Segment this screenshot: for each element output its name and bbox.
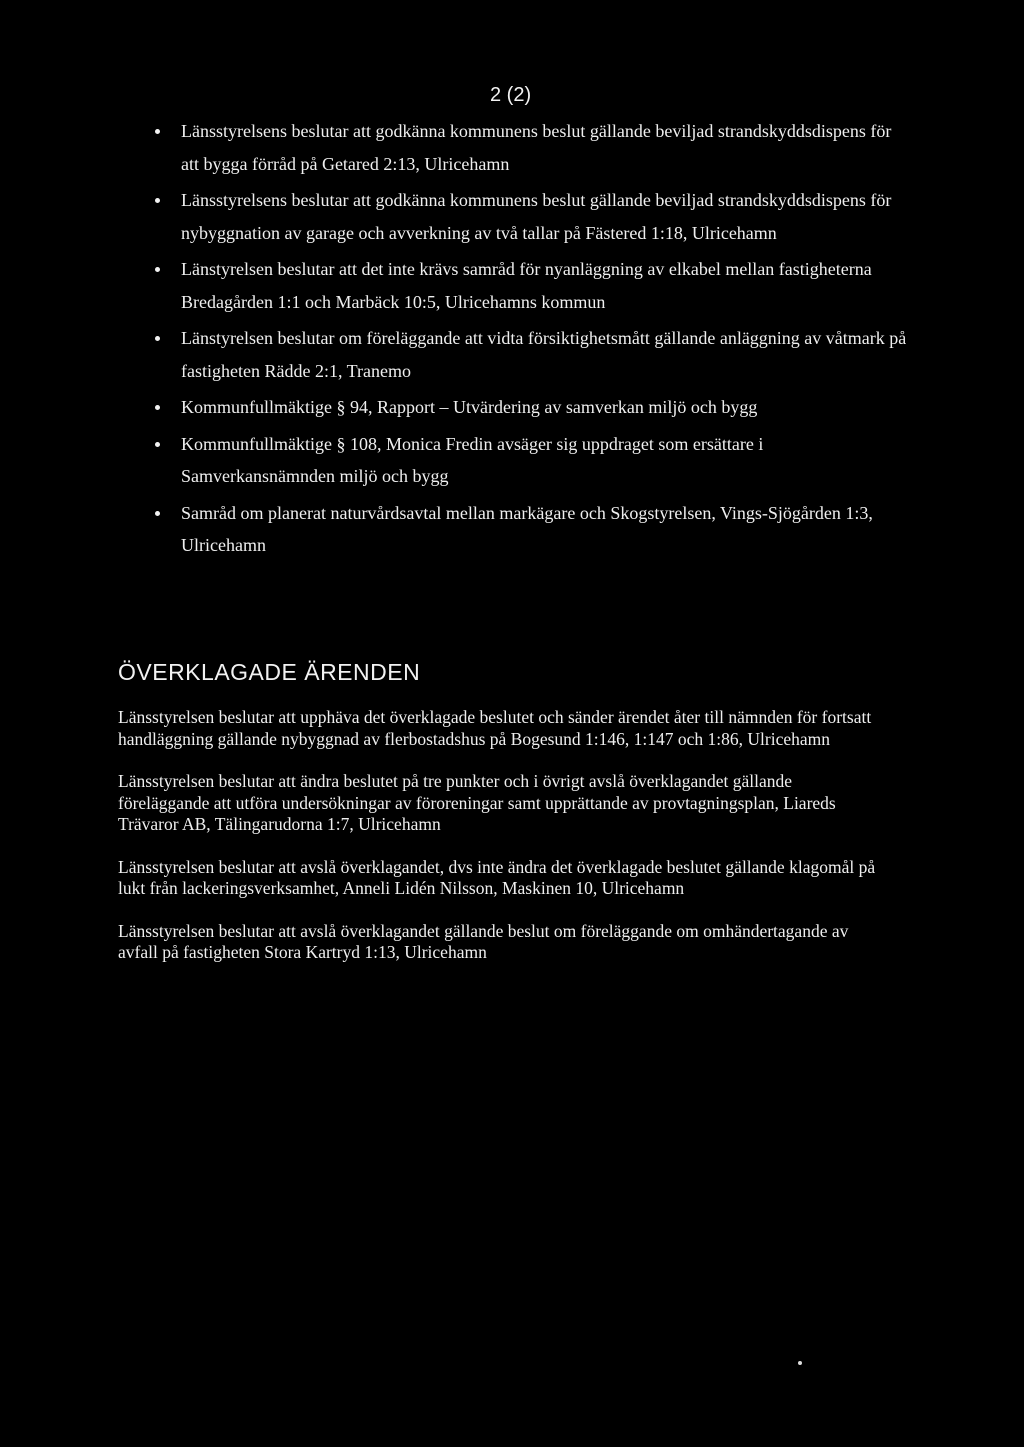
scan-speck: [798, 1361, 802, 1365]
bullet-icon: [155, 442, 160, 447]
page-number: 2 (2): [490, 84, 532, 106]
bullet-icon: [155, 198, 160, 203]
list-item-text: Kommunfullmäktige § 108, Monica Fredin avsäger sig uppdraget som ersättare i Samverkansnämnden miljö och bygg: [181, 433, 764, 486]
bullet-icon: [155, 267, 160, 272]
bullet-icon: [155, 511, 160, 516]
appeal-paragraph: Länsstyrelsen beslutar att avslå överklagandet, dvs inte ändra det överklagade beslutet gällande klagomål på lukt från lackeringsverksamhet, Anneli Lidén Nilsson, Maskinen 10, Ulricehamn: [118, 856, 876, 898]
list-item-text: Länstyrelsen beslutar om föreläggande att vidta försiktighetsmått gällande anläggning av våtmark på fastigheten Rädde 2:1, Tranemo: [181, 328, 907, 381]
list-item-text: Kommunfullmäktige § 94, Rapport – Utvärdering av samverkan miljö och bygg: [181, 397, 758, 417]
list-item: [150, 391, 910, 424]
bullet-icon: [155, 405, 160, 410]
list-item-text: Samråd om planerat naturvårdsavtal mellan markägare och Skogstyrelsen, Vings-Sjögården 1:3, Ulricehamn: [181, 502, 873, 555]
bullet-icon: [155, 129, 160, 134]
appeal-paragraph: Länsstyrelsen beslutar att ändra beslutet på tre punkter och i övrigt avslå överklagandet gällande föreläggande att utföra undersökningar av föroreningar samt upprättande av provtagningsplan, Liareds Trävaror AB, Tälingarudorna 1:7, Ulricehamn: [118, 771, 836, 834]
section-heading: ÖVERKLAGADE ÄRENDEN: [118, 659, 421, 685]
list-item: [150, 497, 910, 562]
list-item-text: Länsstyrelsens beslutar att godkänna kommunens beslut gällande beviljad strandskyddsdispens för att bygga förråd på Getared 2:13, Ulricehamn: [181, 121, 892, 174]
list-item: [150, 115, 910, 180]
list-item: [150, 322, 910, 387]
decision-bullet-list: [150, 115, 910, 566]
bullet-icon: [155, 336, 160, 341]
appeal-paragraph: Länsstyrelsen beslutar att upphäva det överklagade beslutet och sänder ärendet åter till nämnden för fortsatt handläggning gällande nybyggnad av flerbostadshus på Bogesund 1:146, 1:147 och 1:86, Ulricehamn: [118, 707, 872, 749]
list-item: [150, 184, 910, 249]
list-item: [150, 253, 910, 318]
list-item-text: Länstyrelsen beslutar att det inte krävs samråd för nyanläggning av elkabel mellan fastigheterna Bredagården 1:1 och Marbäck 10:5, Ulricehamns kommun: [181, 259, 872, 312]
appeal-paragraph: Länsstyrelsen beslutar att avslå överklagandet gällande beslut om föreläggande om omhändertagande av avfall på fastigheten Stora Kartryd 1:13, Ulricehamn: [118, 920, 849, 962]
appeals-section: [118, 707, 878, 985]
list-item: [150, 428, 910, 493]
list-item-text: Länsstyrelsens beslutar att godkänna kommunens beslut gällande beviljad strandskyddsdispens för nybyggnation av garage och avverkning av två tallar på Fästered 1:18, Ulricehamn: [181, 190, 892, 243]
